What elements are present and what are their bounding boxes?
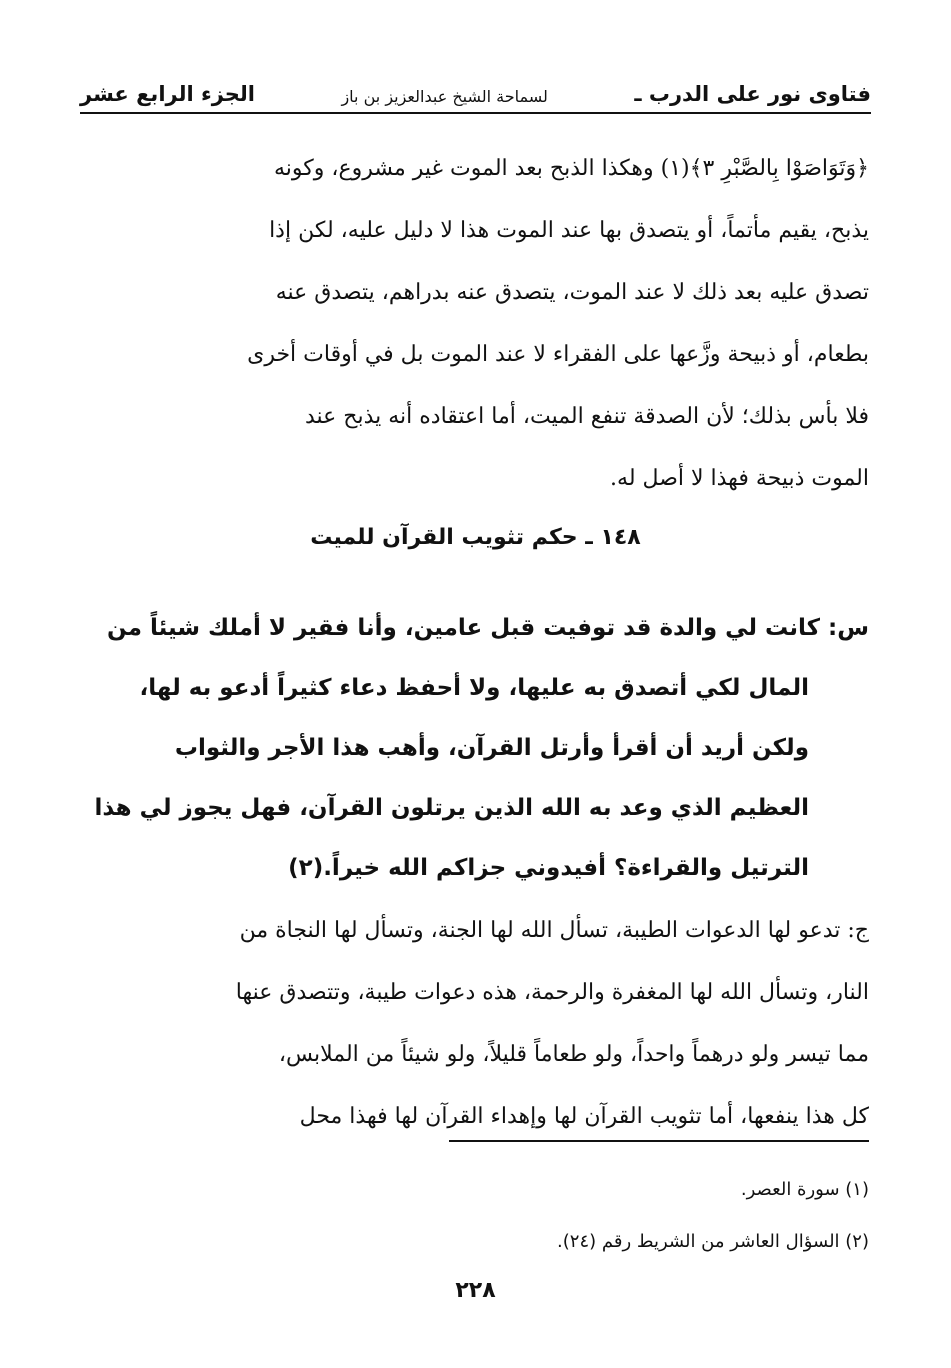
author-name: لسماحة الشيخ عبدالعزيز بن باز (341, 87, 548, 106)
answer-block (80, 900, 869, 1148)
volume-part: الجزء الرابع عشر (80, 82, 255, 106)
answer-line: النار، وتسأل الله لها المغفرة والرحمة، هذه دعوات طيبة، وتتصدق عنها (235, 980, 869, 1005)
footnote-2: (٢) السؤال العاشر من الشريط رقم (٢٤). (557, 1231, 869, 1252)
footnote-1: (١) سورة العصر. (740, 1179, 869, 1200)
running-header (80, 70, 871, 114)
question-line: العظيم الذي وعد به الله الذين يرتلون القرآن، فهل يجوز لي هذا (94, 795, 809, 821)
answer-line: مما تيسر ولو درهماً واحداً، ولو طعاماً قليلاً، ولو شيئاً من الملابس، (278, 1042, 869, 1067)
text-line: تصدق عليه بعد ذلك لا عند الموت، يتصدق عنه بدراهم، يتصدق عنه (275, 280, 869, 305)
book-title: فتاوى نور على الدرب ـ (634, 82, 871, 106)
footnotes (80, 1164, 869, 1268)
page-number: ٢٢٨ (455, 1278, 496, 1303)
answer-line: ج: تدعو لها الدعوات الطيبة، تسأل الله لها الجنة، وتسأل لها النجاة من (239, 918, 869, 943)
question-line: س: كانت لي والدة قد توفيت قبل عامين، وأنا فقير لا أملك شيئاً من (107, 615, 869, 641)
text-line: الموت ذبيحة فهذا لا أصل له. (610, 466, 869, 491)
question-line: ولكن أريد أن أقرأ وأرتل القرآن، وأهب هذا الأجر والثواب (174, 735, 809, 761)
text-line: فلا بأس بذلك؛ لأن الصدقة تنفع الميت، أما اعتقاده أنه يذبح عند (304, 404, 869, 429)
paragraph-continuation (80, 138, 869, 510)
text-line: يذبح، يقيم مأتماً، أو يتصدق بها عند الموت هذا لا دليل عليه، لكن إذا (269, 218, 869, 243)
footnote-divider (449, 1140, 869, 1142)
answer-line: كل هذا ينفعها، أما تثويب القرآن لها وإهداء القرآن لها فهذا محل (299, 1104, 869, 1129)
question-block (80, 598, 869, 898)
question-line: المال لكي أتصدق به عليها، ولا أحفظ دعاء كثيراً أدعو به لها، (139, 675, 809, 701)
section-title: ١٤٨ ـ حكم تثويب القرآن للميت (310, 525, 641, 550)
text-line: ﴿وَتَوَاصَوْا بِالصَّبْرِ ٣﴾(١) وهكذا الذبح بعد الموت غير مشروع، وكونه (273, 156, 869, 181)
text-line: بطعام، أو ذبيحة وزَّعها على الفقراء لا عند الموت بل في أوقات أخرى (247, 342, 869, 367)
question-line: الترتيل والقراءة؟ أفيدوني جزاكم الله خيراً.(٢) (288, 855, 809, 881)
